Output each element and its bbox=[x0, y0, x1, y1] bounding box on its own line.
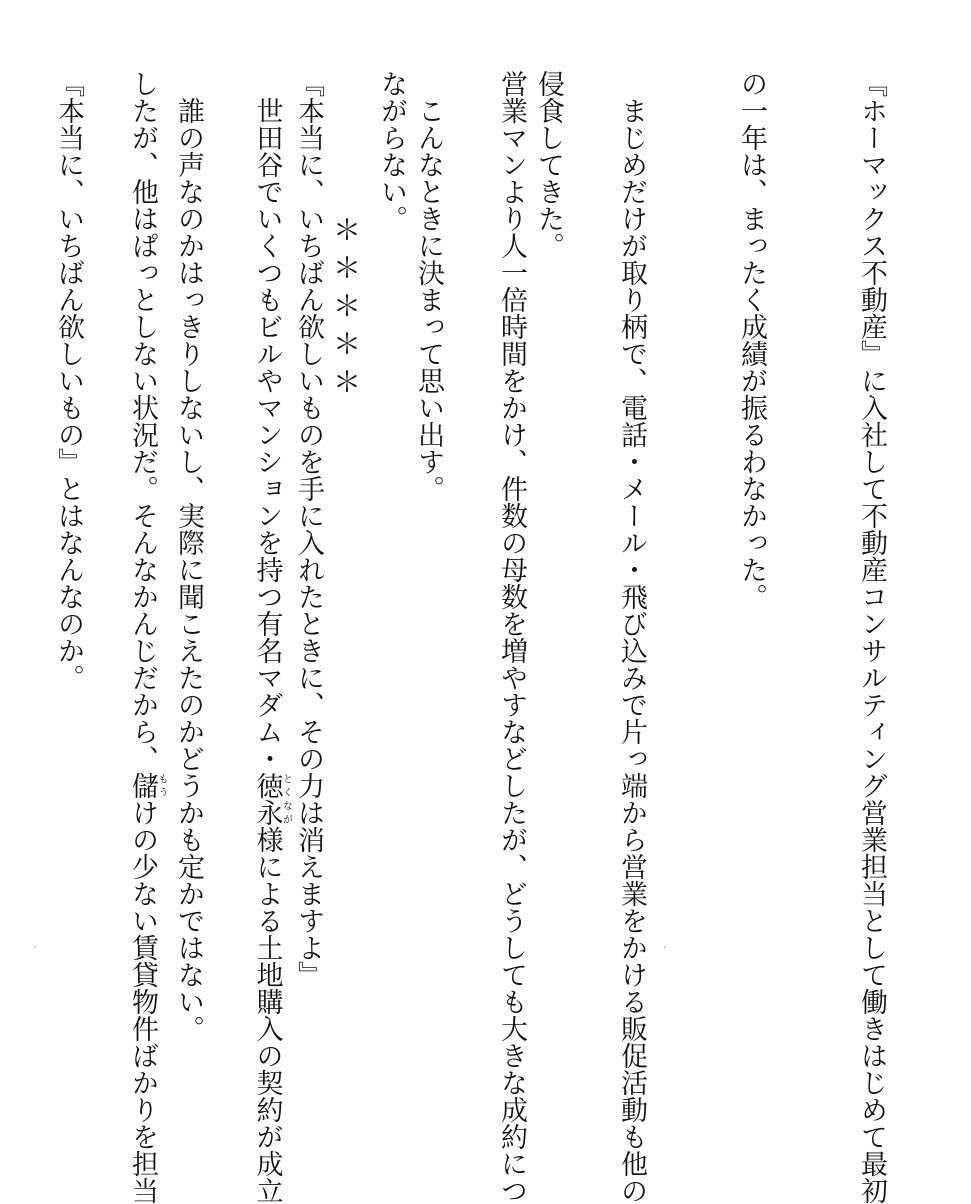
text-column bbox=[122, 70, 167, 1204]
text-column: 営業マンより人一倍時間をかけ、件数の母数を増やすなどしたが、どうしても大きな成約につ bbox=[496, 70, 527, 1204]
scene-separator: ＊＊＊＊＊ bbox=[329, 215, 362, 405]
text-block-left bbox=[42, 70, 971, 1204]
text-column bbox=[247, 70, 292, 1204]
scan-mark bbox=[664, 946, 666, 948]
text-column: 侵食してきた。 bbox=[533, 70, 564, 259]
ruby-tokunaga bbox=[251, 772, 292, 826]
text-column: 誰の声なのかはっきりしないし、実際に聞こえたのかどうかも定かではない。 bbox=[173, 70, 204, 1042]
text-column: まじめだけが取り柄で、電話・メール・飛び込みで片っ端から営業をかける販促活動も他の bbox=[616, 70, 647, 1204]
text-column: 『本当に、いちばん欲しいもの』とはなんなのか。 bbox=[53, 70, 84, 691]
text-segment: けの少ない賃貸物件ばかりを担当 bbox=[127, 799, 158, 1204]
text-column: こんなときに決まって思い出す。 bbox=[413, 70, 444, 502]
text-column: 『ホーマックス不動産』に入社して不動産コンサルティング営業担当として働きはじめて最初 bbox=[856, 70, 887, 1204]
ruby-base: 儲 bbox=[127, 772, 158, 799]
text-segment: 世田谷でいくつもビルやマンションを持つ有名マダム・ bbox=[251, 70, 283, 772]
text-column: の一年は、まったく成績が振るわなかった。 bbox=[736, 70, 767, 610]
ruby-reading: とくなが bbox=[280, 772, 292, 826]
text-column: ながらない。 bbox=[376, 70, 407, 232]
scan-mark bbox=[34, 946, 36, 948]
ruby-reading: もう bbox=[156, 772, 167, 799]
ruby-base: 徳永 bbox=[251, 772, 283, 826]
ruby-mou bbox=[127, 772, 167, 799]
text-segment: 様による土地購入の契約が成立 bbox=[251, 826, 283, 1204]
text-segment: したが、他はぱっとしない状況だ。そんなかんじだから、 bbox=[127, 70, 158, 772]
text-column: 『本当に、いちばん欲しいものを手に入れたときに、その力は消えますよ』 bbox=[293, 70, 324, 988]
